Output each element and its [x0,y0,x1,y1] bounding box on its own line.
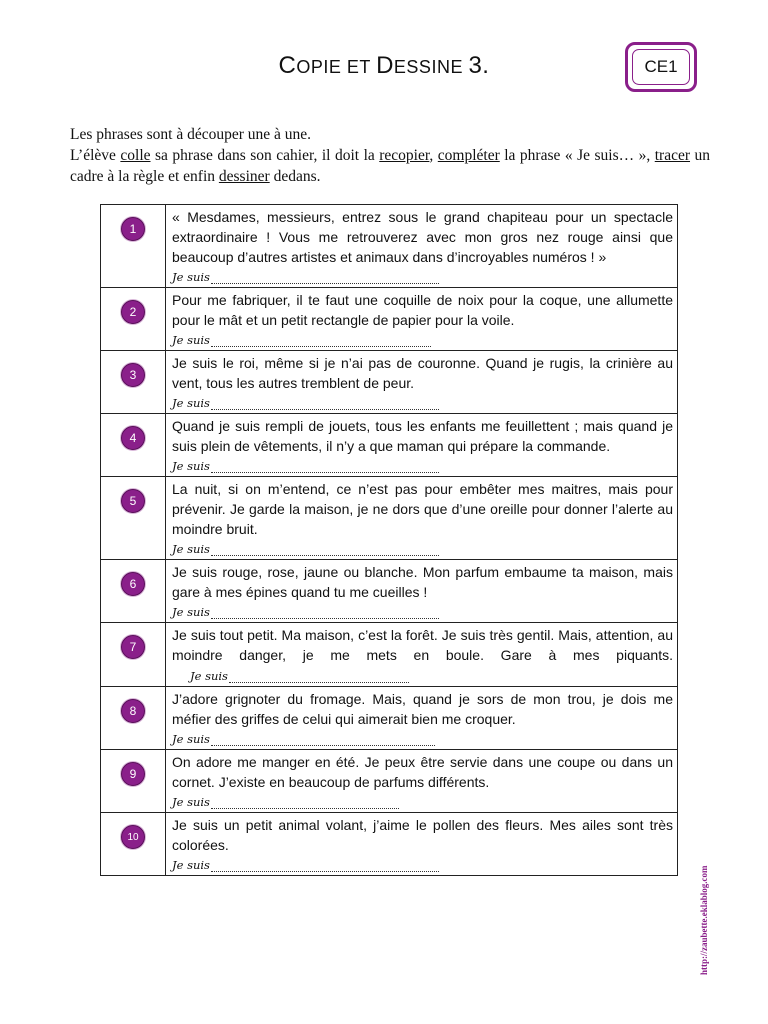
riddle-text-cell [166,351,678,414]
riddle-text: « Mesdames, messieurs, entrez sous le grand chapiteau pour un spectacle extraordinaire ! Vous me retrouverez avec mon gros nez rouge ainsi que beaucoup d’autres artistes et animaux dans d’incroyables numéros ! » [172,209,673,265]
answer-dotted-line [211,554,439,556]
instr-text: sa phrase dans son cahier, il doit la [150,147,380,164]
riddle-text-cell [166,414,678,477]
riddle-number-badge: 8 [121,699,145,723]
title-part-essine: ESSINE [393,57,469,77]
answer-line [172,456,673,476]
answer-line [172,792,673,812]
riddle-number-cell [101,560,166,623]
answer-dotted-line [211,870,439,872]
answer-prefix: Je suis [172,396,210,410]
riddle-text: La nuit, si on m’entend, ce n’est pas pour embêter mes maitres, mais pour prévenir. Je garde la maison, je ne dors que d’une oreille pour donner l’alerte au moindre bruit. [172,481,673,537]
answer-prefix: Je suis [172,795,210,809]
riddle-number-badge: 10 [121,825,145,849]
riddle-text-content: Je suis tout petit. Ma maison, c’est la forêt. Je suis très gentil. Mais, attention, au moindre danger, je me mets en boule. Gare à mes piquants. [172,627,673,663]
riddle-number-badge: 9 [121,762,145,786]
instr-keyword-tracer: tracer [654,147,691,164]
instr-text: dedans. [269,168,321,185]
answer-prefix: Je suis [172,542,210,556]
riddle-number-cell [101,687,166,750]
level-badge [625,42,697,92]
instr-keyword-colle: colle [120,147,151,164]
riddle-number-cell [101,414,166,477]
riddle-row [101,288,678,351]
answer-line [172,602,673,622]
riddle-number-badge: 6 [121,572,145,596]
riddle-row [101,205,678,288]
answer-dotted-line [211,744,435,746]
riddle-text: On adore me manger en été. Je peux être servie dans une coupe ou dans un cornet. J’existe en beaucoup de parfums différents. [172,754,673,790]
riddle-text: Je suis le roi, même si je n’ai pas de couronne. Quand je rugis, la crinière au vent, tous les autres tremblent de peur. [172,355,673,391]
instructions-line-1: Les phrases sont à découper une à une. [70,126,312,143]
riddle-number-badge: 3 [121,363,145,387]
answer-line [172,393,673,413]
answer-line [172,855,673,875]
instr-keyword-completer: compléter [437,147,500,164]
riddle-text-cell [166,813,678,876]
riddle-text: J’adore grignoter du fromage. Mais, quand je sors de mon trou, je dois me méfier des griffes de celui qui aimerait bien me croquer. [172,691,673,727]
riddle-text: Quand je suis rempli de jouets, tous les enfants me feuillettent ; mais quand je suis plein de vêtements, il n’y a que maman qui prépare la commande. [172,418,673,454]
riddle-row [101,560,678,623]
riddle-row [101,477,678,560]
riddle-row [101,414,678,477]
riddle-number-badge: 1 [121,217,145,241]
instructions [70,124,710,187]
answer-prefix: Je suis [172,333,210,347]
instr-keyword-recopier: recopier [379,147,430,164]
answer-line [172,267,673,287]
answer-line [172,330,673,350]
source-url: http://zaubette.eklablog.com [699,865,709,975]
answer-prefix: Je suis [172,459,210,473]
instr-text: un cadre à la règle et enfin [70,147,711,185]
riddle-text-cell [166,687,678,750]
riddle-text [172,625,673,686]
instr-keyword-dessiner: dessiner [218,168,270,185]
answer-dotted-line [211,807,399,809]
riddle-text-cell [166,205,678,288]
riddle-text-cell [166,750,678,813]
riddle-text-cell [166,288,678,351]
level-label: CE1 [632,49,690,85]
title-part-opie: OPIE ET [296,57,377,77]
instr-text: , [429,147,438,164]
riddle-text: Pour me fabriquer, il te faut une coquille de noix pour la coque, une allumette pour le mât et un petit rectangle de papier pour la voile. [172,292,673,328]
riddle-number-cell [101,288,166,351]
instructions-line-2 [70,145,710,187]
riddle-number-cell [101,205,166,288]
instr-text: la phrase « Je suis… », [499,147,655,164]
answer-line [172,729,673,749]
riddle-row [101,813,678,876]
answer-dotted-line [229,681,409,683]
riddles-table [100,204,678,876]
title-initial-c: C [278,52,297,79]
riddle-number-badge: 4 [121,426,145,450]
riddle-row [101,623,678,687]
answer-dotted-line [211,617,439,619]
answer-prefix: Je suis [190,669,228,683]
riddle-text: Je suis un petit animal volant, j’aime le pollen des fleurs. Mes ailes sont très colorées. [172,817,673,853]
answer-line [190,666,409,686]
riddle-text-cell [166,477,678,560]
riddle-number-badge: 5 [121,489,145,513]
riddle-number-badge: 2 [121,300,145,324]
riddle-number-cell [101,813,166,876]
instr-text: L’élève [70,147,121,164]
answer-dotted-line [211,282,439,284]
riddle-row [101,351,678,414]
riddle-number-badge: 7 [121,635,145,659]
answer-dotted-line [211,471,439,473]
riddle-row [101,687,678,750]
answer-prefix: Je suis [172,858,210,872]
title-number: 3. [468,52,490,79]
riddle-row [101,750,678,813]
title-initial-d: D [376,52,394,79]
riddle-text-cell [166,560,678,623]
answer-dotted-line [211,408,439,410]
answer-line [172,539,673,559]
answer-prefix: Je suis [172,270,210,284]
riddle-number-cell [101,750,166,813]
riddle-text-cell [166,623,678,687]
answer-dotted-line [211,345,431,347]
riddle-text: Je suis rouge, rose, jaune ou blanche. Mon parfum embaume ta maison, mais gare à mes épines quand tu me cueilles ! [172,564,673,600]
answer-prefix: Je suis [172,732,210,746]
answer-prefix: Je suis [172,605,210,619]
riddle-number-cell [101,477,166,560]
riddle-number-cell [101,623,166,687]
riddle-number-cell [101,351,166,414]
